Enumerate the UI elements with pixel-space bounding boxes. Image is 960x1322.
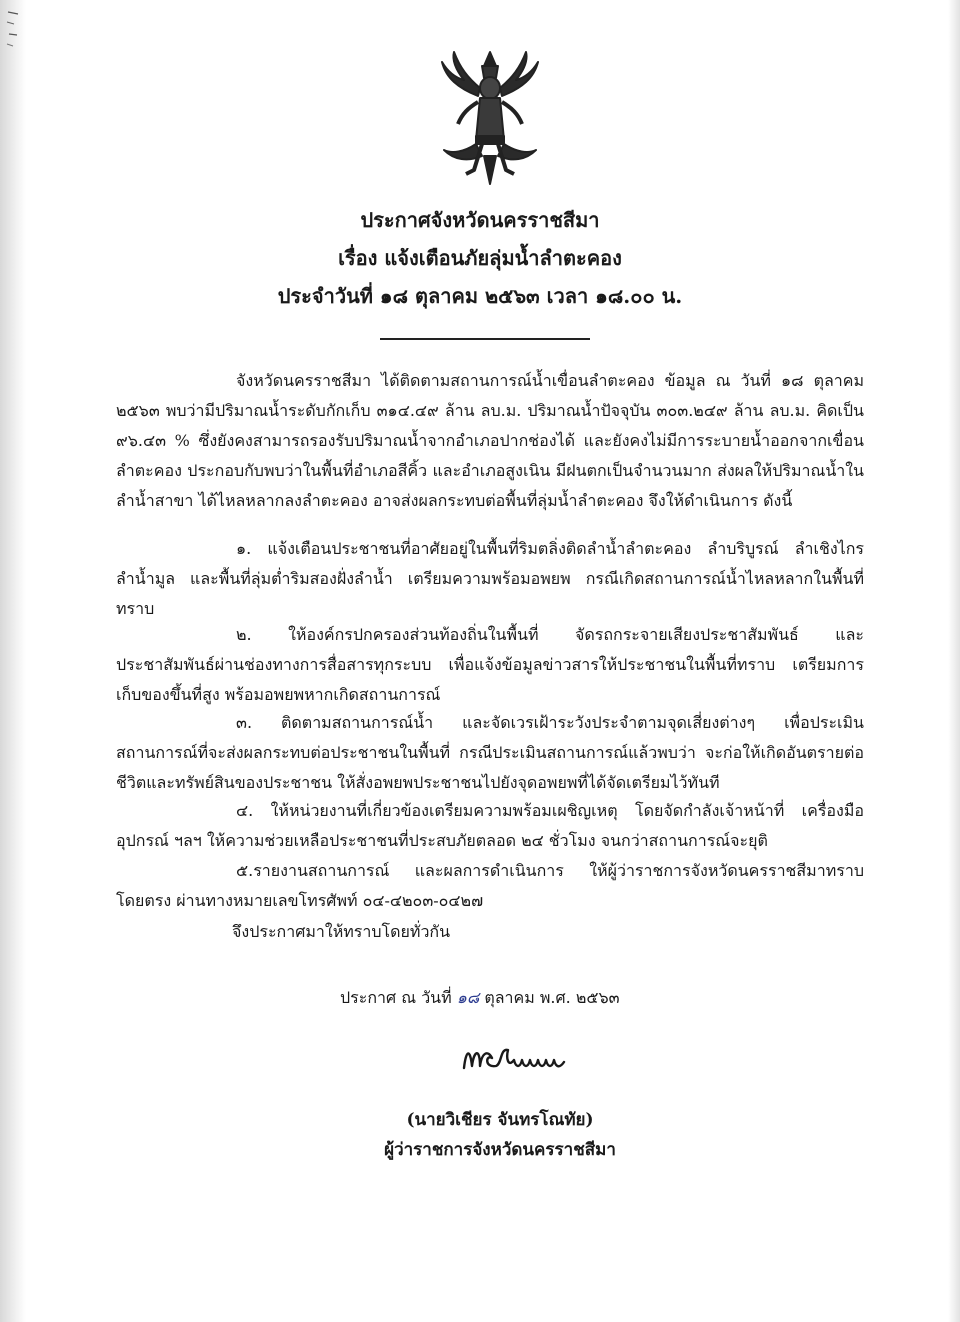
page-title: ประกาศจังหวัดนครราชสีมา	[360, 208, 600, 232]
list-item-3: ๓. ติดตามสถานการณ์น้ำ และจัดเวรเฝ้าระวังประจำตามจุดเสี่ยงต่างๆ เพื่อประเมินสถานการณ์ที่จะส่งผลกระทบต่อประชาชนในพื้นที่ กรณีประเมินสถานการณ์แล้วพบว่า จะก่อให้เกิดอันตรายต่อชีวิตและทรัพย์สินของประชาชน ให้สั่งอพยพประชาชนไปยังจุดอพยพที่ได้จัดเตรียมไว้ทันที	[116, 713, 864, 792]
list-item-2: ๒. ให้องค์กรปกครองส่วนท้องถิ่นในพื้นที่ จัดรถกระจายเสียงประชาสัมพันธ์ และประชาสัมพันธ์ผ่านช่องทางการสื่อสารทุกระบบ เพื่อแจ้งข้อมูลข่าวสารให้ประชาชนในพื้นที่ทราบ เตรียมการเก็บของขึ้นที่สูง พร้อมอพยพหากเกิดสถานการณ์	[116, 625, 864, 704]
title-divider	[380, 338, 590, 340]
handwritten-day: ๑๘	[456, 988, 480, 1007]
subject-line: เรื่อง แจ้งเตือนภัยลุ่มน้ำลำตะคอง	[338, 246, 622, 270]
date-prefix: ประกาศ ณ วันที่	[340, 988, 457, 1007]
list-item-4: ๔. ให้หน่วยงานที่เกี่ยวข้องเตรียมความพร้อมเผชิญเหตุ โดยจัดกำลังเจ้าหน้าที่ เครื่องมืออุปกรณ์ ฯลฯ ให้ความช่วยเหลือประชาชนที่ประสบภัยตลอด ๒๔ ชั่วโมง จนกว่าสถานการณ์จะยุติ	[116, 801, 864, 850]
intro-paragraph: จังหวัดนครราชสีมา ได้ติดตามสถานการณ์น้ำเขื่อนลำตะคอง ข้อมูล ณ วันที่ ๑๘ ตุลาคม ๒๕๖๓ พบว่ามีปริมาณน้ำระดับกักเก็บ ๓๑๔.๔๙ ล้าน ลบ.ม. ปริมาณน้ำปัจจุบัน ๓๐๓.๒๔๙ ล้าน ลบ.ม. คิดเป็น ๙๖.๔๓ % ซึ่งยังคงสามารถรองรับปริมาณน้ำจากอำเภอปากช่องได้ และยังคงไม่มีการระบายน้ำออกจากเขื่อนลำตะคอง ประกอบกับพบว่าในพื้นที่อำเภอสีคิ้ว และอำเภอสูงเนิน มีฝนตกเป็นจำนวนมาก ส่งผลให้ปริมาณน้ำในลำน้ำสาขา ได้ไหลหลากลงลำตะคอง อาจส่งผลกระทบต่อพื้นที่ลุ่มน้ำลำตะคอง จึงให้ดำเนินการ ดังนี้	[116, 371, 864, 510]
announcement-date	[340, 986, 620, 1011]
closing-statement: จึงประกาศมาให้ทราบโดยทั่วกัน	[232, 922, 451, 941]
signer-title: ผู้ว่าราชการจังหวัดนครราชสีมา	[384, 1140, 616, 1160]
garuda-emblem-icon	[438, 48, 542, 188]
date-line: ประจำวันที่ ๑๘ ตุลาคม ๒๕๖๓ เวลา ๑๘.๐๐ น.	[277, 284, 683, 308]
list-item-5: ๕.รายงานสถานการณ์ และผลการดำเนินการ ให้ผู้ว่าราชการจังหวัดนครราชสีมาทราบโดยตรง ผ่านทางหมายเลขโทรศัพท์ ๐๔-๔๒๐๓-๐๔๒๗	[116, 861, 864, 910]
list-item-1: ๑. แจ้งเตือนประชาชนที่อาศัยอยู่ในพื้นที่ริมตลิ่งติดลำน้ำลำตะคอง ลำบริบูรณ์ ลำเชิงไกร ลำน้ำมูล และพื้นที่ลุ่มต่ำริมสองฝั่งลำน้ำ เตรียมความพร้อมอพยพ กรณีเกิดสถานการณ์น้ำไหลหลากในพื้นที่ทราบ	[116, 539, 864, 618]
date-suffix: ตุลาคม พ.ศ. ๒๕๖๓	[479, 988, 620, 1007]
signature	[456, 1038, 586, 1078]
signer-name: (นายวิเชียร จันทรโณทัย)	[406, 1110, 594, 1130]
scan-marks	[4, 8, 22, 50]
